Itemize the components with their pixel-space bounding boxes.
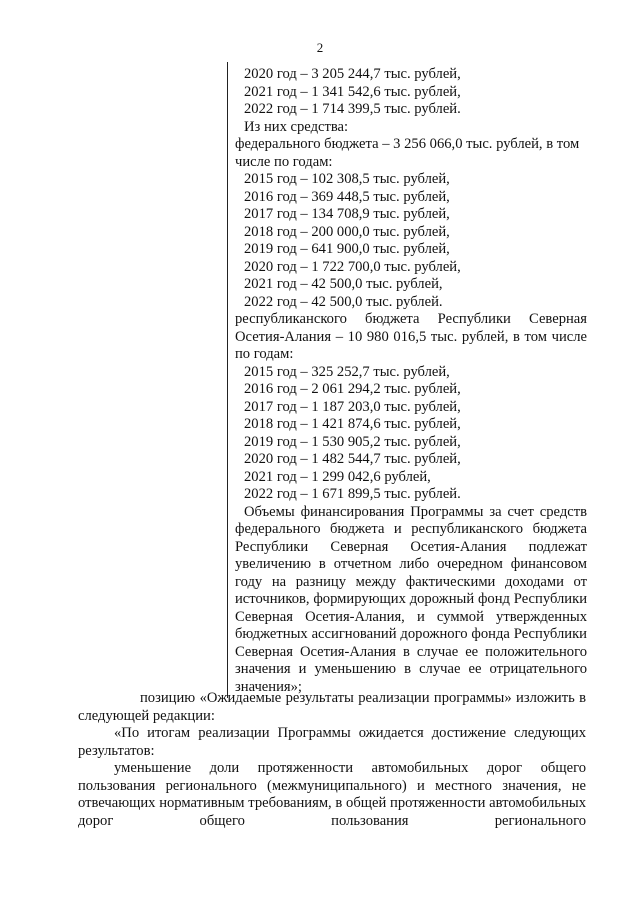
- cell-line: Из них средства:: [244, 118, 349, 135]
- republic-year-line: 2018 год – 1 421 874,6 тыс. рублей,: [244, 416, 461, 432]
- cell-line: 2021 год – 1 341 542,6 тыс. рублей,: [244, 83, 461, 100]
- federal-year-line: 2019 год – 641 900,0 тыс. рублей,: [244, 241, 450, 257]
- body-paragraph: уменьшение доли протяженности автомобильных дорог общего пользования регионального (межмуниципального) и местного значения, не отвечающих нормативным требованиям, в общей протяженности автомобильных дорог общего пользования регионального: [78, 760, 586, 829]
- republic-year-line: 2015 год – 325 252,7 тыс. рублей,: [244, 363, 450, 380]
- table-cell-border: [227, 62, 228, 698]
- republic-intro: республиканского бюджета Республики Северная Осетия-Алания – 10 980 016,5 тыс. рублей, в том числе по годам:: [235, 311, 587, 362]
- federal-year-line: 2020 год – 1 722 700,0 тыс. рублей,: [244, 258, 461, 275]
- volumes-paragraph: Объемы финансирования Программы за счет средств федерального бюджета и республиканского бюджета Республики Северная Осетия-Алания подлежат увеличению в отчетном либо очередном финансовом году на разницу между фактическими доходами от источников, формирующих дорожный фонд Республики Северная Осетия-Алания, и суммой утвержденных бюджетных ассигнований дорожного фонда Республики Северная Осетия-Алания в случае ее положительного значения и уменьшению в случае ее отрицательного значения»;: [235, 503, 587, 695]
- federal-year-line: 2022 год – 42 500,0 тыс. рублей.: [244, 293, 443, 310]
- republic-year-line: 2016 год – 2 061 294,2 тыс. рублей,: [244, 381, 461, 397]
- republic-year-line: 2019 год – 1 530 905,2 тыс. рублей,: [244, 433, 461, 450]
- republic-year-line: 2020 год – 1 482 544,7 тыс. рублей,: [244, 451, 461, 467]
- federal-year-line: 2017 год – 134 708,9 тыс. рублей,: [244, 206, 450, 222]
- cell-line: 2020 год – 3 205 244,7 тыс. рублей,: [244, 66, 461, 82]
- cell-line: 2022 год – 1 714 399,5 тыс. рублей.: [244, 101, 461, 117]
- federal-year-line: 2015 год – 102 308,5 тыс. рублей,: [244, 171, 450, 187]
- federal-year-line: 2018 год – 200 000,0 тыс. рублей,: [244, 223, 450, 240]
- federal-intro: федерального бюджета – 3 256 066,0 тыс. рублей, в том числе по годам:: [235, 136, 580, 170]
- body-paragraph: позицию «Ожидаемые результаты реализации программы» изложить в следующей редакции:: [78, 690, 586, 724]
- republic-year-line: 2021 год – 1 299 042,6 рублей,: [244, 468, 431, 485]
- page-number: 2: [316, 40, 324, 55]
- document-body: [78, 690, 586, 830]
- body-paragraph: «По итогам реализации Программы ожидается достижение следующих результатов:: [78, 725, 586, 759]
- federal-year-line: 2016 год – 369 448,5 тыс. рублей,: [244, 188, 450, 205]
- federal-year-line: 2021 год – 42 500,0 тыс. рублей,: [244, 276, 443, 292]
- republic-year-line: 2022 год – 1 671 899,5 тыс. рублей.: [244, 486, 461, 502]
- funding-cell: [235, 66, 587, 696]
- republic-year-line: 2017 год – 1 187 203,0 тыс. рублей,: [244, 398, 461, 415]
